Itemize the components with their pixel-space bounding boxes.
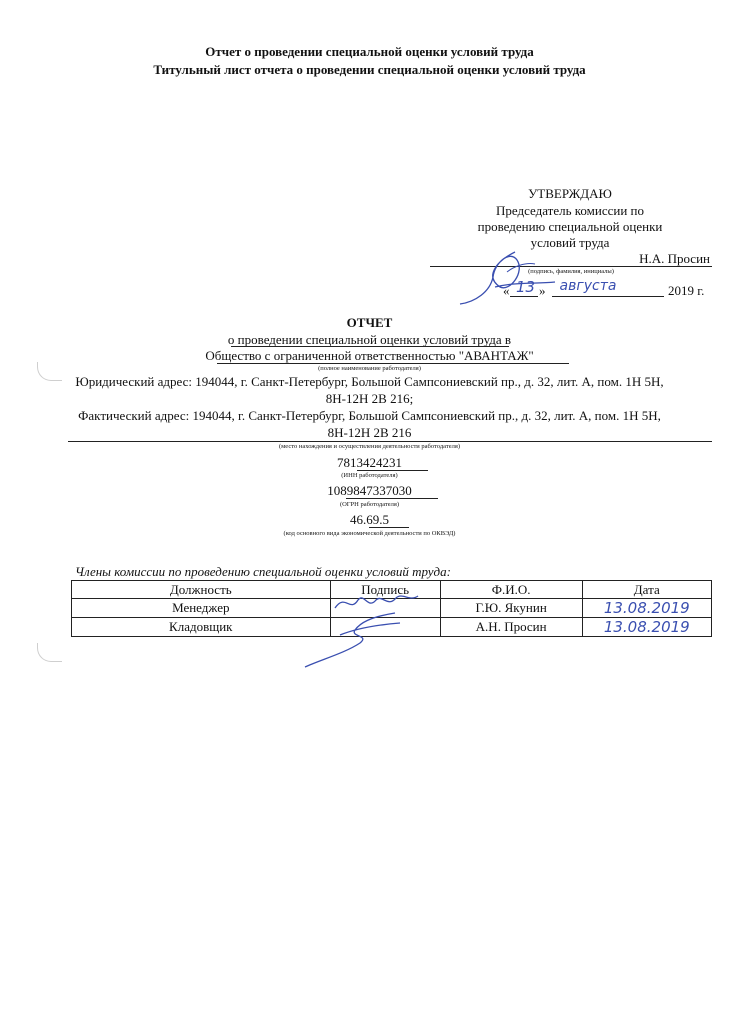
employer-name-underline [217,363,569,364]
approval-day-handwritten: 13 [515,278,536,296]
report-title: ОТЧЕТ [346,315,393,330]
row-date-handwritten: 13.08.2019 [582,599,711,618]
column-header-date: Дата [582,581,711,599]
actual-address-line1: Фактический адрес: 194044, г. Санкт-Петербург, Большой Сампсониевский пр., д. 32, лит. А, пом. 1Н 5Н, [78,408,661,423]
row-date-handwritten: 13.08.2019 [582,618,711,637]
legal-address-line2: 8Н-12Н 2В 216; [325,391,414,406]
row-position: Менеджер [72,599,331,618]
approval-month-handwritten: августа [559,278,617,294]
ogrn-value: 1089847337030 [327,483,412,498]
column-header-signature: Подпись [330,581,440,599]
legal-address-line1: Юридический адрес: 194044, г. Санкт-Петербург, Большой Сампсониевский пр., д. 32, лит. А, пом. 1Н 5Н, [75,374,664,389]
row-signature-cell [330,599,440,618]
inn-caption: (ИНН работодателя) [341,472,398,479]
inn-underline [357,470,428,471]
address-underline [68,441,712,442]
okved-value: 46.69.5 [350,512,389,527]
address-caption: (место нахождения и осуществления деятельности работодателя) [279,443,460,450]
approval-day-underline [510,296,538,297]
punch-hole-mark [37,643,62,662]
approval-year: 2019 г. [668,283,705,298]
approval-quote-close: » [539,283,546,298]
ogrn-caption: (ОГРН работодателя) [339,501,400,508]
approver-name: Н.А. Просин [639,251,710,266]
okved-caption: (код основного вида экономической деятельности по ОКВЭД) [283,530,456,537]
row-signature-cell [330,618,440,637]
row-position: Кладовщик [72,618,331,637]
approval-quote-open: « [503,283,510,298]
approval-signature-line [430,266,712,267]
actual-address-line2: 8Н-12Н 2В 216 [327,425,412,440]
row-name: Г.Ю. Якунин [440,599,582,618]
members-title: Члены комиссии по проведению специальной оценки условий труда: [75,564,451,579]
approval-signature-caption: (подпись, фамилия, инициалы) [528,268,614,275]
approval-month-underline [552,296,664,297]
inn-value: 7813424231 [337,455,402,470]
column-header-name: Ф.И.О. [440,581,582,599]
report-subtitle-underline [231,346,509,347]
okved-underline [369,527,409,528]
column-header-position: Должность [72,581,331,599]
document-header-line2: Титульный лист отчета о проведении специальной оценки условий труда [153,62,586,77]
employer-name-caption: (полное наименование работодателя) [318,365,421,372]
table-row [72,618,712,637]
approval-word: УТВЕРЖДАЮ [528,186,612,201]
approval-role-line3: условий труда [530,235,610,250]
approval-role-line2: проведению специальной оценки [477,219,663,234]
table-row [72,599,712,618]
approval-role-line1: Председатель комиссии по [495,203,645,218]
members-table-header [72,581,712,599]
row-name: А.Н. Просин [440,618,582,637]
ogrn-underline [346,498,438,499]
document-header-line1: Отчет о проведении специальной оценки условий труда [205,44,534,59]
report-subtitle: о проведении специальной оценки условий труда в [227,332,512,347]
members-table [71,580,712,637]
employer-name: Общество с ограниченной ответственностью "АВАНТАЖ" [205,348,534,363]
